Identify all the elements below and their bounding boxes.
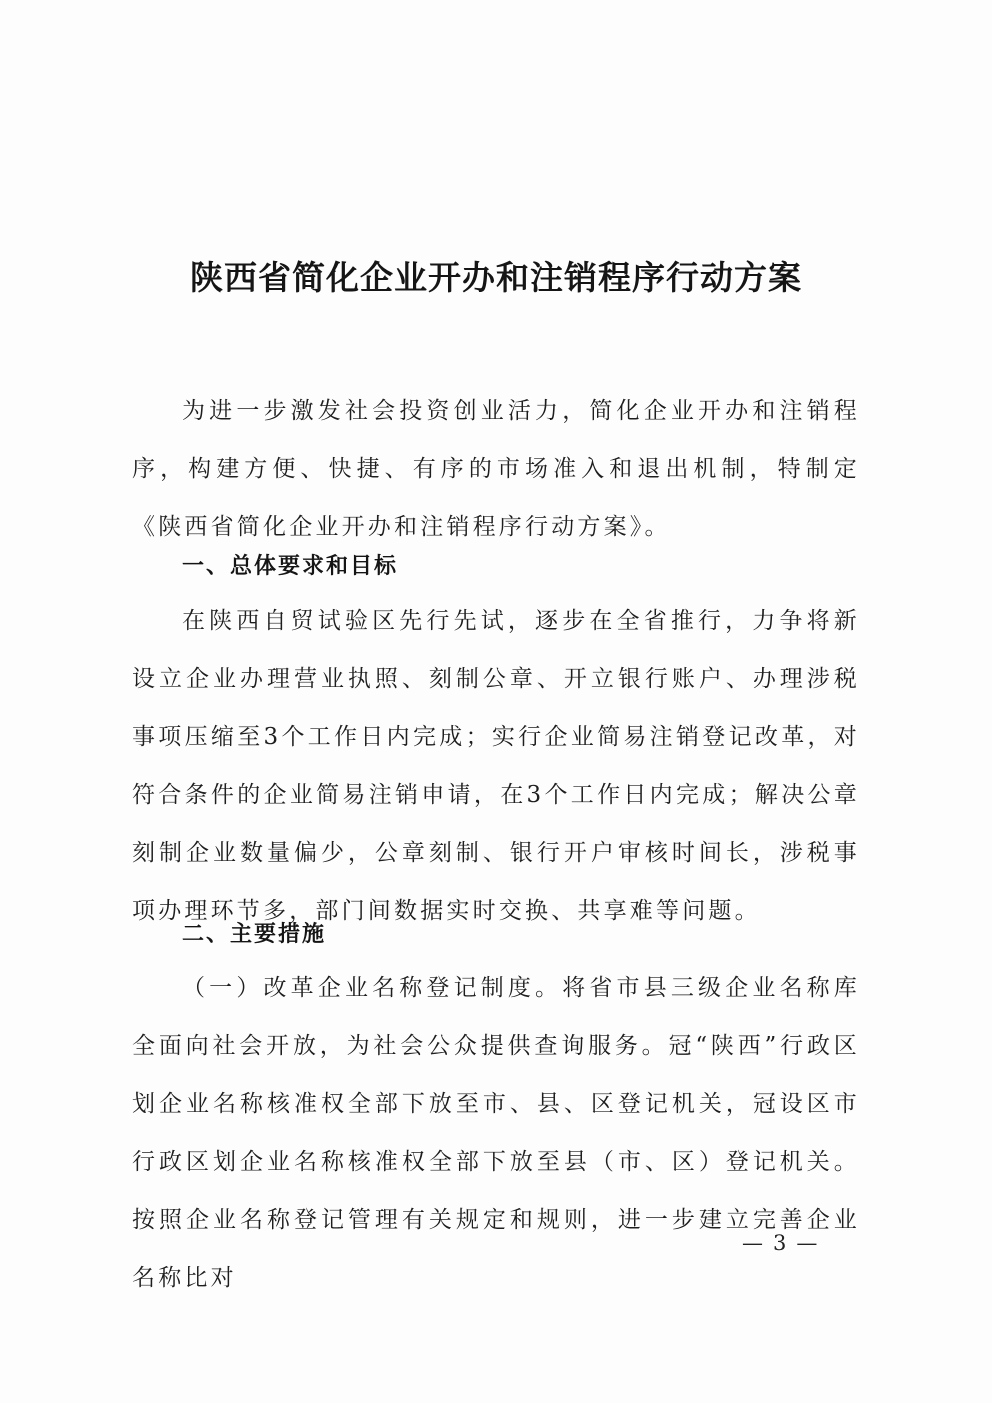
intro-paragraph: 为进一步激发社会投资创业活力，简化企业开办和注销程序，构建方便、快捷、有序的市场准入和退出机制，特制定《陕西省简化企业开办和注销程序行动方案》。 bbox=[132, 398, 860, 540]
section-paragraph-main-measures: （一）改革企业名称登记制度。将省市县三级企业名称库全面向社会开放，为社会公众提供查询服务。冠“陕西”行政区划企业名称核准权全部下放至市、县、区登记机关，冠设区市行政区划企业名称核准权全部下放至县（市、区）登记机关。按照企业名称登记管理有关规定和规则，进一步建立完善企业名称比对 bbox=[132, 975, 860, 1291]
page-footer bbox=[742, 1228, 832, 1258]
section-heading-general-requirements: 一、总体要求和目标 bbox=[182, 554, 399, 579]
section-heading-main-measures: 二、主要措施 bbox=[182, 922, 327, 947]
page-number: 3 bbox=[773, 1231, 787, 1255]
section-paragraph-general-requirements: 在陕西自贸试验区先行先试，逐步在全省推行，力争将新设立企业办理营业执照、刻制公章、开立银行账户、办理涉税事项压缩至3个工作日内完成；实行企业简易注销登记改革，对符合条件的企业简易注销申请，在3个工作日内完成；解决公章刻制企业数量偏少，公章刻制、银行开户审核时间长，涉税事项办理环节多，部门间数据实时交换、共享难等问题。 bbox=[132, 608, 860, 924]
footer-dash-right: — bbox=[796, 1231, 818, 1255]
footer-dash-left: — bbox=[742, 1231, 763, 1255]
document-title: 陕西省简化企业开办和注销程序行动方案 bbox=[190, 258, 802, 297]
